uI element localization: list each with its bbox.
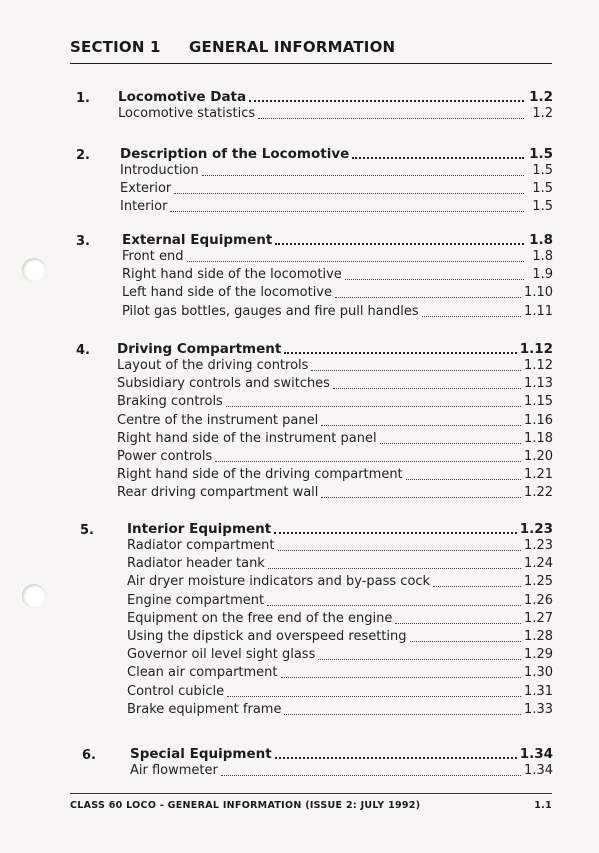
toc-section-heading <box>122 232 553 249</box>
toc-entry-page: 1.22 <box>524 485 553 501</box>
toc-entry <box>117 413 553 430</box>
section-heading-title: External Equipment <box>122 232 273 248</box>
toc-entry-page: 1.13 <box>524 376 553 392</box>
dot-leader <box>321 497 521 498</box>
dot-leader <box>422 316 521 317</box>
dot-leader <box>174 193 524 194</box>
toc-entry-page: 1.10 <box>524 285 553 301</box>
toc-entry-label: Using the dipstick and overspeed resetting <box>127 629 407 644</box>
toc-entry <box>130 763 553 780</box>
toc-entry-page: 1.9 <box>532 267 553 283</box>
toc-entry-page: 1.24 <box>524 556 553 572</box>
section-heading-title: Description of the Locomotive <box>120 146 350 162</box>
toc-entry-label: Exterior <box>120 181 172 197</box>
toc-entry-label: Right hand side of the instrument panel <box>117 430 377 446</box>
toc-entry-label: Introduction <box>120 163 199 178</box>
toc-entry-label: Governor oil level sight glass <box>127 647 316 663</box>
section-title: GENERAL INFORMATION <box>189 38 396 56</box>
page-number: 1.1 <box>534 800 552 811</box>
dot-leader <box>335 297 521 298</box>
toc-entry-label: Rear driving compartment wall <box>117 485 319 501</box>
toc-entry-page: 1.34 <box>524 763 553 778</box>
dot-leader <box>187 261 524 262</box>
toc-entry-label: Radiator header tank <box>127 556 265 572</box>
toc-entry-page: 1.21 <box>524 467 553 483</box>
section-heading-page: 1.8 <box>529 232 553 248</box>
toc-entry <box>120 199 553 216</box>
toc-entry-label: Air flowmeter <box>130 763 218 778</box>
section-entry-number: 3. <box>76 234 90 249</box>
toc-entry-label: Right hand side of the driving compartment <box>117 467 403 483</box>
toc-entry <box>117 467 553 484</box>
dot-leader <box>321 425 521 426</box>
dot-leader <box>268 568 521 569</box>
toc-entry <box>127 538 553 555</box>
dot-leader <box>226 406 521 407</box>
toc-entry-page: 1.5 <box>532 199 553 215</box>
toc-entry-page: 1.29 <box>524 647 553 663</box>
toc-entry-label: Braking controls <box>117 394 223 410</box>
toc-entry-page: 1.28 <box>524 629 553 644</box>
toc-entry-page: 1.5 <box>532 181 553 197</box>
dot-leader <box>170 211 524 212</box>
toc-entry <box>118 106 553 123</box>
punch-hole <box>22 258 46 282</box>
dot-leader <box>275 757 517 759</box>
section-entry-number: 5. <box>80 523 94 538</box>
footer-text: CLASS 60 LOCO - GENERAL INFORMATION (ISSUE 2: JULY 1992) <box>70 800 421 811</box>
dot-leader <box>281 677 522 678</box>
toc-entry-label: Interior <box>120 199 168 215</box>
dot-leader <box>284 352 516 354</box>
toc-entry-page: 1.31 <box>524 683 553 699</box>
toc-entry-label: Control cubicle <box>127 683 225 699</box>
toc-entry-page: 1.23 <box>524 538 553 553</box>
toc-entry-label: Pilot gas bottles, gauges and fire pull handles <box>122 303 419 319</box>
dot-leader <box>406 479 521 480</box>
section-heading-title: Driving Compartment <box>117 341 282 357</box>
toc-entry-label: Subsidiary controls and switches <box>117 376 330 392</box>
toc-entry-label: Front end <box>122 249 184 264</box>
toc-entry-label: Equipment on the free end of the engine <box>127 610 393 626</box>
section-header <box>70 38 552 58</box>
toc-entry-page: 1.8 <box>532 249 553 264</box>
dot-leader <box>395 623 521 624</box>
dot-leader <box>318 659 521 660</box>
toc-section-heading <box>130 746 553 763</box>
toc-entry-page: 1.30 <box>524 665 553 681</box>
toc-entry-page: 1.33 <box>524 701 553 717</box>
dot-leader <box>278 550 522 551</box>
dot-leader <box>433 586 521 587</box>
dot-leader <box>215 461 521 462</box>
toc-entry-page: 1.27 <box>524 610 553 626</box>
toc-entry-label: Engine compartment <box>127 592 265 608</box>
toc-entry-page: 1.2 <box>532 106 553 121</box>
dot-leader <box>267 605 521 606</box>
toc-entry <box>127 702 553 719</box>
toc-entry <box>117 431 553 448</box>
toc-entry <box>127 647 553 664</box>
toc-section-heading <box>120 146 553 163</box>
toc-entry <box>117 485 553 502</box>
toc-entry <box>117 449 553 466</box>
dot-leader <box>275 243 524 245</box>
dot-leader <box>352 157 524 159</box>
section-entry-number: 1. <box>76 91 90 106</box>
toc-entry-page: 1.12 <box>524 358 553 373</box>
toc-entry <box>127 629 553 646</box>
footer-rule <box>70 793 552 794</box>
toc-entry <box>127 665 553 682</box>
toc-entry <box>127 574 553 591</box>
toc-entry <box>127 593 553 610</box>
toc-entry-page: 1.11 <box>524 303 553 319</box>
toc-entry-page: 1.26 <box>524 592 553 608</box>
toc-entry-label: Power controls <box>117 449 213 464</box>
section-heading-title: Locomotive Data <box>118 89 247 105</box>
section-heading-page: 1.34 <box>519 746 553 762</box>
toc-entry <box>120 181 553 198</box>
toc-section-heading <box>117 341 553 358</box>
dot-leader <box>227 696 521 697</box>
toc-entry-page: 1.25 <box>524 574 553 590</box>
toc-entry <box>117 376 553 393</box>
dot-leader <box>202 175 524 176</box>
dot-leader <box>380 443 521 444</box>
toc-entry <box>117 358 553 375</box>
dot-leader <box>311 370 521 371</box>
dot-leader <box>345 279 524 280</box>
section-heading-title: Special Equipment <box>130 746 272 762</box>
toc-entry <box>122 249 553 266</box>
section-heading-title: Interior Equipment <box>127 521 272 537</box>
dot-leader <box>258 118 524 119</box>
toc-entry <box>122 267 553 284</box>
toc-entry-label: Left hand side of the locomotive <box>122 285 332 301</box>
section-heading-page: 1.2 <box>529 89 553 105</box>
header-rule <box>70 63 552 64</box>
section-entry-number: 4. <box>76 343 90 358</box>
toc-entry <box>117 394 553 411</box>
toc-entry <box>122 304 553 321</box>
section-heading-page: 1.23 <box>519 521 553 537</box>
toc-entry-page: 1.15 <box>524 394 553 410</box>
dot-leader <box>274 532 516 534</box>
toc-entry <box>127 611 553 628</box>
toc-entry-page: 1.20 <box>524 449 553 464</box>
toc-entry-label: Radiator compartment <box>127 538 275 553</box>
dot-leader <box>333 388 521 389</box>
toc-entry <box>122 285 553 302</box>
toc-section-heading <box>118 89 553 106</box>
dot-leader <box>221 775 521 776</box>
section-heading-page: 1.5 <box>529 146 553 162</box>
toc-entry-label: Right hand side of the locomotive <box>122 267 342 283</box>
toc-entry-label: Layout of the driving controls <box>117 358 309 373</box>
toc-section-heading <box>127 521 553 538</box>
toc-entry-label: Air dryer moisture indicators and by-pass cock <box>127 574 431 590</box>
section-entry-number: 6. <box>82 748 96 763</box>
toc-entry-label: Locomotive statistics <box>118 106 256 121</box>
toc-entry-page: 1.16 <box>524 412 553 428</box>
section-heading-page: 1.12 <box>519 341 553 357</box>
toc-entry-page: 1.5 <box>532 163 553 178</box>
toc-entry <box>127 556 553 573</box>
toc-entry-page: 1.18 <box>524 430 553 446</box>
punch-hole <box>22 584 46 608</box>
toc-entry-label: Centre of the instrument panel <box>117 412 319 428</box>
toc-entry <box>127 684 553 701</box>
dot-leader <box>410 641 522 642</box>
section-entry-number: 2. <box>76 148 90 163</box>
dot-leader <box>284 714 521 715</box>
section-number: SECTION 1 <box>70 38 161 56</box>
toc-entry <box>120 163 553 180</box>
toc-entry-label: Clean air compartment <box>127 665 278 681</box>
toc-entry-label: Brake equipment frame <box>127 701 282 717</box>
dot-leader <box>249 100 524 102</box>
